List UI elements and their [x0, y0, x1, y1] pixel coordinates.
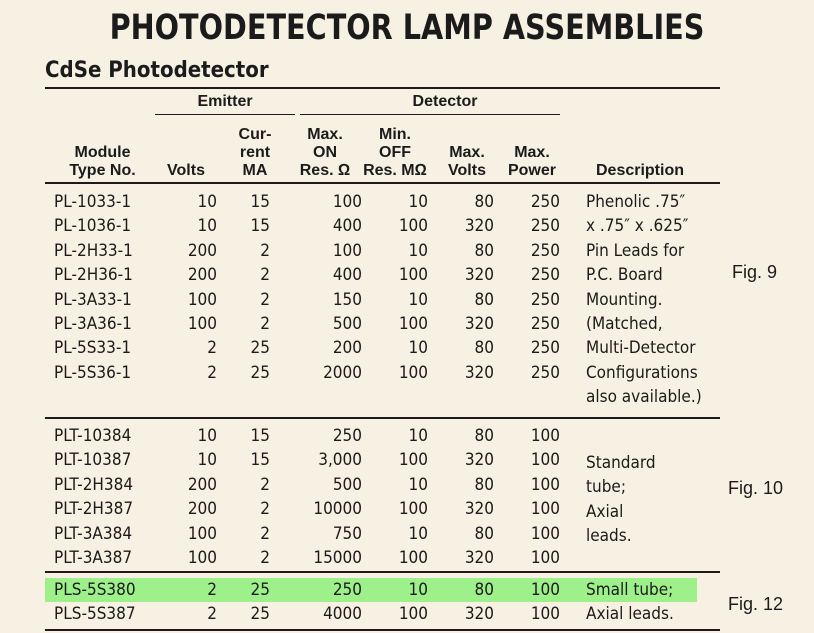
description-text: Pin Leads for	[586, 240, 685, 261]
value-cell: 100	[187, 289, 217, 310]
top-rule	[45, 87, 720, 89]
value-cell: 100	[398, 450, 428, 471]
value-cell: 250	[530, 192, 560, 212]
value-cell: 320	[464, 450, 494, 471]
value-cell: 100	[530, 604, 560, 625]
value-cell: 80	[474, 580, 494, 600]
value-cell: 100	[187, 314, 217, 334]
group-2-bottom-rule	[45, 571, 720, 573]
value-cell: 10	[408, 192, 428, 212]
value-cell: 10	[197, 192, 217, 212]
module-type-cell: PLT-3A384	[54, 523, 133, 544]
page-title: PHOTODETECTOR LAMP ASSEMBLIES	[109, 8, 705, 48]
description-text: Mounting.	[586, 289, 663, 310]
value-cell: 200	[187, 265, 217, 286]
value-cell: 320	[464, 362, 494, 383]
value-cell: 10	[197, 426, 217, 446]
column-header-module: Module	[74, 144, 131, 161]
value-cell: 2	[260, 265, 270, 286]
value-cell: 100	[398, 362, 428, 383]
value-cell: 100	[398, 604, 428, 625]
value-cell: 100	[398, 265, 428, 286]
value-cell: 250	[332, 426, 362, 446]
value-cell: 25	[250, 338, 270, 359]
module-type-cell: PLT-2H387	[54, 499, 134, 520]
figure-reference: Fig. 10	[728, 478, 784, 498]
module-type-cell: PL-2H36-1	[54, 265, 133, 286]
value-cell: 2	[260, 289, 270, 310]
emitter-group-header: Emitter	[197, 93, 253, 110]
value-cell: 150	[332, 289, 362, 310]
value-cell: 250	[530, 314, 560, 334]
detector-underline	[300, 114, 560, 115]
module-type-cell: PLT-3A387	[54, 548, 133, 568]
column-header-min-off: Min.	[379, 126, 411, 143]
value-cell: 80	[474, 192, 494, 212]
description-text: Small tube;	[586, 580, 674, 600]
column-header-current: rent	[239, 144, 271, 161]
value-cell: 100	[398, 314, 428, 334]
value-cell: 15	[250, 426, 270, 446]
value-cell: 2	[207, 338, 217, 359]
description-text: Phenolic .75″	[586, 192, 686, 212]
column-header-current: MA	[242, 162, 268, 179]
column-header-min-off: OFF	[379, 144, 411, 161]
value-cell: 10000	[313, 499, 362, 520]
description-text: x .75″ x .625″	[586, 216, 689, 237]
value-cell: 15000	[313, 548, 362, 568]
module-type-cell: PL-5S36-1	[54, 362, 132, 383]
column-header-max-on: Max.	[307, 126, 343, 143]
value-cell: 100	[187, 523, 217, 544]
value-cell: 250	[332, 580, 362, 600]
value-cell: 10	[408, 426, 428, 446]
value-cell: 10	[408, 240, 428, 261]
module-type-cell: PL-5S33-1	[54, 338, 132, 359]
value-cell: 15	[250, 192, 270, 212]
value-cell: 10	[408, 338, 428, 359]
value-cell: 100	[398, 548, 428, 568]
value-cell: 80	[474, 289, 494, 310]
value-cell: 10	[408, 289, 428, 310]
detector-group-header: Detector	[412, 93, 478, 110]
value-cell: 400	[332, 216, 362, 237]
value-cell: 100	[332, 192, 362, 212]
value-cell: 500	[332, 314, 362, 334]
value-cell: 2	[207, 580, 217, 600]
description-text: Multi-Detector	[586, 338, 696, 359]
value-cell: 100	[398, 216, 428, 237]
description-text: leads.	[586, 526, 632, 547]
value-cell: 100	[332, 240, 362, 261]
value-cell: 10	[408, 474, 428, 495]
description-text: Standard	[586, 452, 656, 473]
value-cell: 80	[474, 338, 494, 359]
module-type-cell: PL-1036-1	[54, 216, 132, 237]
description-text: (Matched,	[586, 314, 663, 334]
value-cell: 25	[250, 580, 270, 600]
column-header-current: Cur-	[238, 126, 272, 143]
column-header-max-on: Res. Ω	[299, 162, 351, 179]
value-cell: 200	[332, 338, 362, 359]
value-cell: 320	[464, 548, 494, 568]
column-header-volts: Volts	[167, 162, 205, 179]
column-header-max-volts: Max.	[449, 144, 485, 161]
column-header-max-on: ON	[313, 144, 337, 161]
column-header-max-volts: Volts	[448, 162, 486, 179]
table-bottom-rule	[45, 629, 720, 631]
header-bottom-rule	[45, 182, 720, 184]
module-type-cell: PLS-5S387	[54, 604, 136, 625]
value-cell: 2	[260, 548, 270, 568]
value-cell: 200	[187, 499, 217, 520]
value-cell: 320	[464, 499, 494, 520]
value-cell: 80	[474, 474, 494, 495]
value-cell: 400	[332, 265, 362, 286]
description-text: Axial leads.	[586, 604, 674, 625]
value-cell: 2	[260, 314, 270, 334]
value-cell: 100	[530, 548, 560, 568]
value-cell: 2	[260, 499, 270, 520]
module-type-cell: PL-3A36-1	[54, 314, 132, 334]
group-1-bottom-rule	[45, 417, 720, 419]
value-cell: 250	[530, 216, 560, 237]
description-text: also available.)	[586, 387, 702, 408]
value-cell: 100	[530, 450, 560, 471]
value-cell: 2	[260, 474, 270, 495]
emitter-underline	[155, 114, 295, 115]
value-cell: 100	[530, 474, 560, 495]
module-type-cell: PLT-10384	[54, 426, 132, 446]
value-cell: 10	[197, 216, 217, 237]
value-cell: 80	[474, 523, 494, 544]
description-text: tube;	[586, 477, 626, 498]
column-header-max-power: Power	[507, 162, 556, 179]
value-cell: 100	[530, 523, 560, 544]
module-type-cell: PLT-10387	[54, 450, 132, 471]
value-cell: 250	[530, 265, 560, 286]
module-type-cell: PL-2H33-1	[54, 240, 133, 261]
value-cell: 250	[530, 289, 560, 310]
figure-reference: Fig. 9	[732, 262, 778, 282]
value-cell: 80	[474, 240, 494, 261]
column-header-max-power: Max.	[514, 144, 550, 161]
value-cell: 200	[187, 240, 217, 261]
value-cell: 10	[408, 580, 428, 600]
value-cell: 100	[530, 580, 560, 600]
value-cell: 3,000	[318, 450, 362, 471]
module-type-cell: PL-1033-1	[54, 192, 132, 212]
value-cell: 100	[398, 499, 428, 520]
figure-reference: Fig. 12	[728, 594, 784, 614]
value-cell: 2	[260, 240, 270, 261]
section-subtitle: CdSe Photodetector	[45, 58, 269, 83]
value-cell: 80	[474, 426, 494, 446]
value-cell: 15	[250, 450, 270, 471]
description-text: Configurations	[586, 362, 698, 383]
value-cell: 320	[464, 216, 494, 237]
value-cell: 100	[530, 426, 560, 446]
value-cell: 250	[530, 338, 560, 359]
description-text: Axial	[586, 501, 624, 522]
value-cell: 4000	[323, 604, 362, 625]
value-cell: 100	[187, 548, 217, 568]
value-cell: 2	[260, 523, 270, 544]
value-cell: 15	[250, 216, 270, 237]
module-type-cell: PL-3A33-1	[54, 289, 132, 310]
value-cell: 2000	[323, 362, 362, 383]
value-cell: 200	[187, 474, 217, 495]
module-type-cell: PLT-2H384	[54, 474, 134, 495]
value-cell: 320	[464, 265, 494, 286]
description-text: P.C. Board	[586, 265, 663, 286]
value-cell: 250	[530, 362, 560, 383]
value-cell: 25	[250, 604, 270, 625]
value-cell: 750	[332, 523, 362, 544]
value-cell: 320	[464, 314, 494, 334]
column-header-module: Type No.	[69, 162, 136, 179]
value-cell: 2	[207, 362, 217, 383]
value-cell: 25	[250, 362, 270, 383]
column-header-min-off: Res. MΩ	[363, 162, 427, 179]
value-cell: 2	[207, 604, 217, 625]
value-cell: 100	[530, 499, 560, 520]
value-cell: 250	[530, 240, 560, 261]
module-type-cell: PLS-5S380	[54, 580, 136, 600]
column-header-description: Description	[595, 162, 684, 179]
value-cell: 500	[332, 474, 362, 495]
value-cell: 10	[408, 523, 428, 544]
value-cell: 10	[197, 450, 217, 471]
value-cell: 320	[464, 604, 494, 625]
